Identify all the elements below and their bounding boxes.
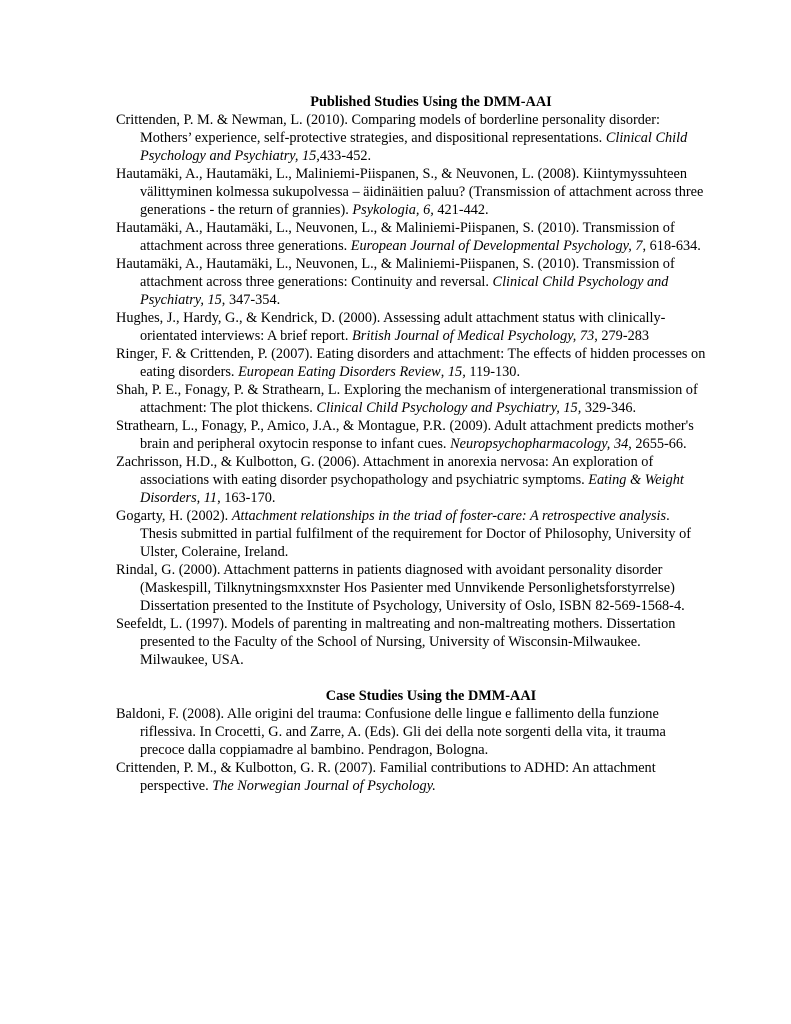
reference-entry: [116, 561, 706, 615]
reference-italic-text: European Journal of Developmental Psychology, 7: [350, 238, 643, 254]
reference-entry: [116, 705, 706, 759]
reference-italic-text: European Eating Disorders Review: [238, 364, 441, 380]
reference-text: 421-442.: [433, 202, 489, 218]
reference-italic-text: British Journal of Medical Psychology, 73: [352, 328, 595, 344]
reference-entry: [116, 345, 706, 381]
reference-entry: [116, 417, 706, 453]
reference-text: Crittenden, P. M., & Kulbotton, G. R. (2007). Familial contributions to ADHD: An attachment perspective.: [116, 760, 656, 794]
section-case-studies: [116, 687, 706, 795]
reference-text: , 163-170.: [217, 490, 276, 506]
reference-text: ,: [440, 364, 448, 380]
reference-text: Shah, P. E., Fonagy, P. & Strathearn, L. Exploring the mechanism of intergenerational transmission of attachment: The plot thickens.: [116, 382, 698, 416]
reference-text: Crittenden, P. M. & Newman, L. (2010). Comparing models of borderline personality disorder: Mothers’ experience, self-protective strategies, and dispositional representations.: [116, 112, 660, 146]
reference-text: Rindal, G. (2000). Attachment patterns in patients diagnosed with avoidant personality disorder (Maskespill, Tilknytningsmxxnster Hos Pasienter med Unnvikende Personlighetsforstyrrelse) Dissertation presented to the Institute of Psychology, University of Oslo, ISBN 82-569-1568-4.: [116, 562, 685, 614]
reference-italic-text: 15,: [447, 364, 466, 380]
reference-italic-text: Clinical Child Psychology and Psychiatry, 15,: [316, 400, 582, 416]
reference-text: Ringer, F. & Crittenden, P. (2007). Eating disorders and attachment: The effects of hidden processes on eating disorders.: [116, 346, 706, 380]
section-title: Case Studies Using the DMM-AAI: [325, 688, 537, 704]
reference-entry: [116, 165, 706, 219]
reference-italic-text: Neuropsychopharmacology, 34: [450, 436, 629, 452]
reference-text: 119-130.: [465, 364, 521, 380]
section-published-studies: [116, 93, 706, 669]
reference-text: . Thesis submitted in partial fulfilment of the requirement for Doctor of Philosophy, University of Ulster, Coleraine, Ireland.: [140, 508, 691, 560]
reference-text: , 279-283: [594, 328, 650, 344]
reference-italic-text: Clinical Child Psychology and Psychiatry, 15: [140, 274, 669, 308]
reference-text: 433-452.: [319, 148, 372, 164]
section-title: Published Studies Using the DMM-AAI: [310, 94, 552, 110]
reference-entry: [116, 381, 706, 417]
reference-entry: [116, 759, 706, 795]
reference-text: , 347-354.: [221, 292, 281, 308]
reference-text: Seefeldt, L. (1997). Models of parenting in maltreating and non-maltreating mothers. Dissertation presented to the Faculty of the School of Nursing, University of Wisconsin-Milwaukee. Milwaukee, USA.: [116, 616, 676, 668]
reference-italic-text: The Norwegian Journal of Psychology.: [212, 778, 436, 794]
reference-text: Zachrisson, H.D., & Kulbotton, G. (2006). Attachment in anorexia nervosa: An exploration of associations with eating disorder psychopathology and psychiatric symptoms.: [116, 454, 654, 488]
reference-italic-text: Clinical Child Psychology and Psychiatry, 15,: [140, 130, 688, 164]
reference-italic-text: Eating & Weight Disorders, 11: [140, 472, 684, 506]
reference-list: [116, 111, 706, 669]
reference-text: , 2655-66.: [628, 436, 687, 452]
reference-text: Baldoni, F. (2008). Alle origini del trauma: Confusione delle lingue e fallimento della funzione riflessiva. In Crocetti, G. and Zarre, A. (Eds). Gli dei della note sorgenti della vita, it trauma precoce dalla coppiamadre al bambino. Pendragon, Bologna.: [116, 706, 666, 758]
reference-italic-text: Psykologia, 6,: [352, 202, 434, 218]
reference-italic-text: Attachment relationships in the triad of foster-care: A retrospective analysis: [231, 508, 667, 524]
reference-text: Hautamäki, A., Hautamäki, L., Maliniemi-Piispanen, S., & Neuvonen, L. (2008). Kiintymyssuhteen välittyminen kolmessa sukupolvessa – äidinäitien paluu? (Transmission of attachment across three generations - the return of grannies).: [116, 166, 704, 218]
reference-text: Strathearn, L., Fonagy, P., Amico, J.A., & Montague, P.R. (2009). Adult attachment predicts mother's brain and peripheral oxytocin response to infant cues.: [116, 418, 694, 452]
reference-text: , 618-634.: [642, 238, 701, 254]
reference-list: [116, 705, 706, 795]
reference-text: Hautamäki, A., Hautamäki, L., Neuvonen, L., & Maliniemi-Piispanen, S. (2010). Transmission of attachment across three generations: Continuity and reversal.: [116, 256, 675, 290]
reference-entry: [116, 453, 706, 507]
reference-entry: [116, 507, 706, 561]
reference-entry: [116, 255, 706, 309]
reference-entry: [116, 615, 706, 669]
document-page: [116, 93, 706, 795]
reference-entry: [116, 309, 706, 345]
reference-text: Hautamäki, A., Hautamäki, L., Neuvonen, L., & Maliniemi-Piispanen, S. (2010). Transmission of attachment across three generations.: [116, 220, 675, 254]
reference-text: 329-346.: [581, 400, 637, 416]
reference-entry: [116, 111, 706, 165]
reference-text: Gogarty, H. (2002).: [116, 508, 232, 524]
reference-entry: [116, 219, 706, 255]
reference-text: Hughes, J., Hardy, G., & Kendrick, D. (2000). Assessing adult attachment status with clinically-orientated interviews: A brief report.: [116, 310, 666, 344]
